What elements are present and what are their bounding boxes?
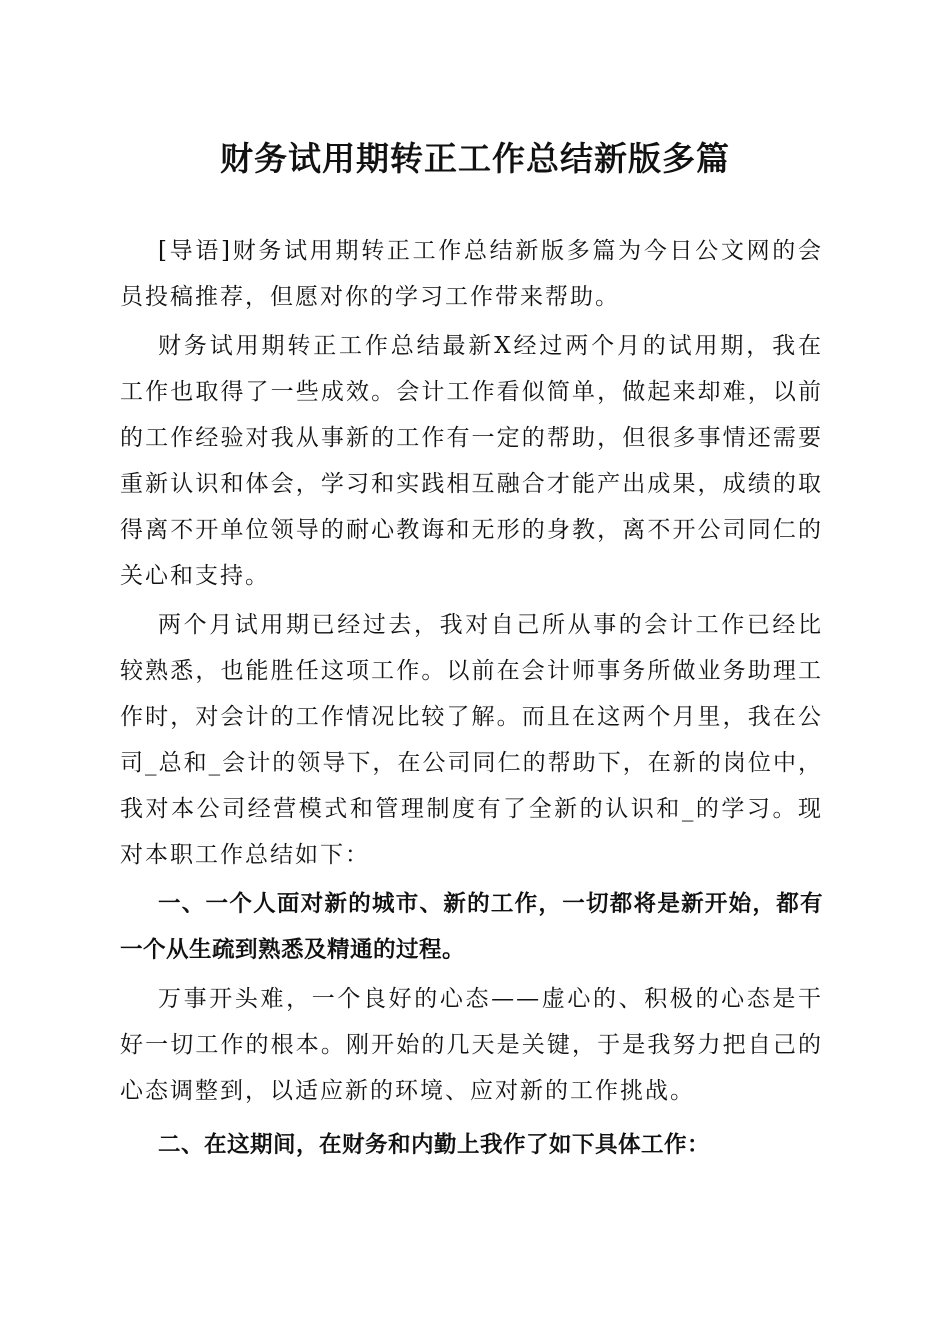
paragraph-mindset: 万事开头难，一个良好的心态——虚心的、积极的心态是干好一切工作的根本。刚开始的几天是关键，于是我努力把自己的心态调整到，以适应新的环境、应对新的工作挑战。 xyxy=(120,986,823,1104)
paragraph-two-months: 两个月试用期已经过去，我对自己所从事的会计工作已经比较熟悉，也能胜任这项工作。以前在会计师事务所做业务助理工作时，对会计的工作情况比较了解。而且在这两个月里，我在公司_总和_会计的领导下，在公司同仁的帮助下，在新的岗位中，我对本公司经营模式和管理制度有了全新的认识和_的学习。现对本职工作总结如下： xyxy=(120,612,823,868)
document-title: 财务试用期转正工作总结新版多篇 xyxy=(220,139,730,178)
paragraph-intro: [导语]财务试用期转正工作总结新版多篇为今日公文网的会员投稿推荐，但愿对你的学习工作带来帮助。 xyxy=(120,238,823,310)
document-body xyxy=(120,228,823,1171)
section-heading-one: 一、一个人面对新的城市、新的工作，一切都将是新开始，都有一个从生疏到熟悉及精通的过程。 xyxy=(120,891,823,963)
paragraph-probation-summary: 财务试用期转正工作总结最新X经过两个月的试用期，我在工作也取得了一些成效。会计工作看似简单，做起来却难，以前的工作经验对我从事新的工作有一定的帮助，但很多事情还需要重新认识和体会，学习和实践相互融合才能产出成果，成绩的取得离不开单位领导的耐心教诲和无形的身教，离不开公司同仁的关心和支持。 xyxy=(120,333,823,589)
section-heading-two: 二、在这期间，在财务和内勤上我作了如下具体工作： xyxy=(158,1132,711,1158)
